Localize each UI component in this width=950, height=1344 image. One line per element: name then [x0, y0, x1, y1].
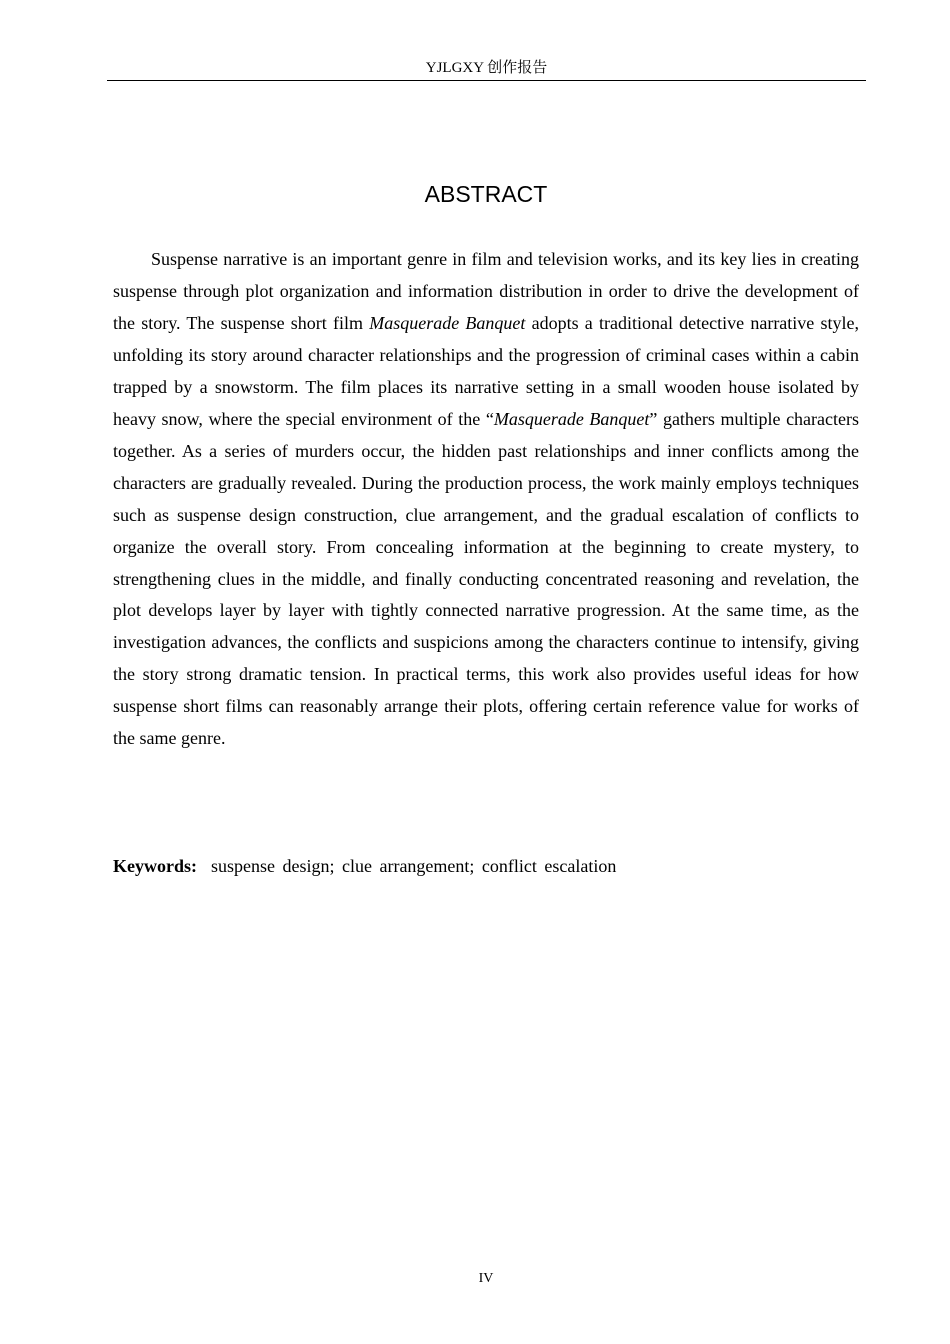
keywords-line	[113, 851, 859, 882]
page-number: IV	[478, 1271, 494, 1286]
page-header	[107, 58, 866, 81]
abstract-text-part-2: adopts a traditional detective narrative style, unfolding its story around character relationships and the progression of criminal cases within a cabin trapped by a snowstorm. The film places its narrative setting in a small wooden house isolated by heavy snow, where the special environment of the “	[113, 312, 859, 429]
film-title: Masquerade Banquet	[369, 312, 526, 333]
abstract-title: ABSTRACT	[424, 181, 548, 207]
abstract-text-part-1: Suspense narrative is an important genre in film and television works, and its key lies in creating suspense through plot organization and information distribution in order to drive the development of the story. The suspense short film	[113, 249, 859, 333]
keywords-label: Keywords:	[113, 856, 197, 876]
abstract-body	[113, 244, 859, 755]
abstract-text-part-3: ” gathers multiple characters together. As a series of murders occur, the hidden past relationships and inner conflicts among the characters are gradually revealed. During the production process, the work mainly employs techniques such as suspense design construction, clue arrangement, and the gradual escalation of conflicts to organize the overall story. From concealing information at the beginning to create mystery, to strengthening clues in the middle, and finally conducting concentrated reasoning and revelation, the plot develops layer by layer with tightly connected narrative progression. At the same time, as the investigation advances, the conflicts and suspicions among the characters continue to intensify, giving the story strong dramatic tension. In practical terms, this work also provides useful ideas for how suspense short films can reasonably arrange their plots, offering certain reference value for works of the same genre.	[113, 408, 860, 749]
header-text: YJLGXY 创作报告	[425, 60, 548, 76]
keywords-value: suspense design; clue arrangement; conflict escalation	[211, 856, 617, 876]
film-title-quoted: Masquerade Banquet	[493, 408, 650, 429]
